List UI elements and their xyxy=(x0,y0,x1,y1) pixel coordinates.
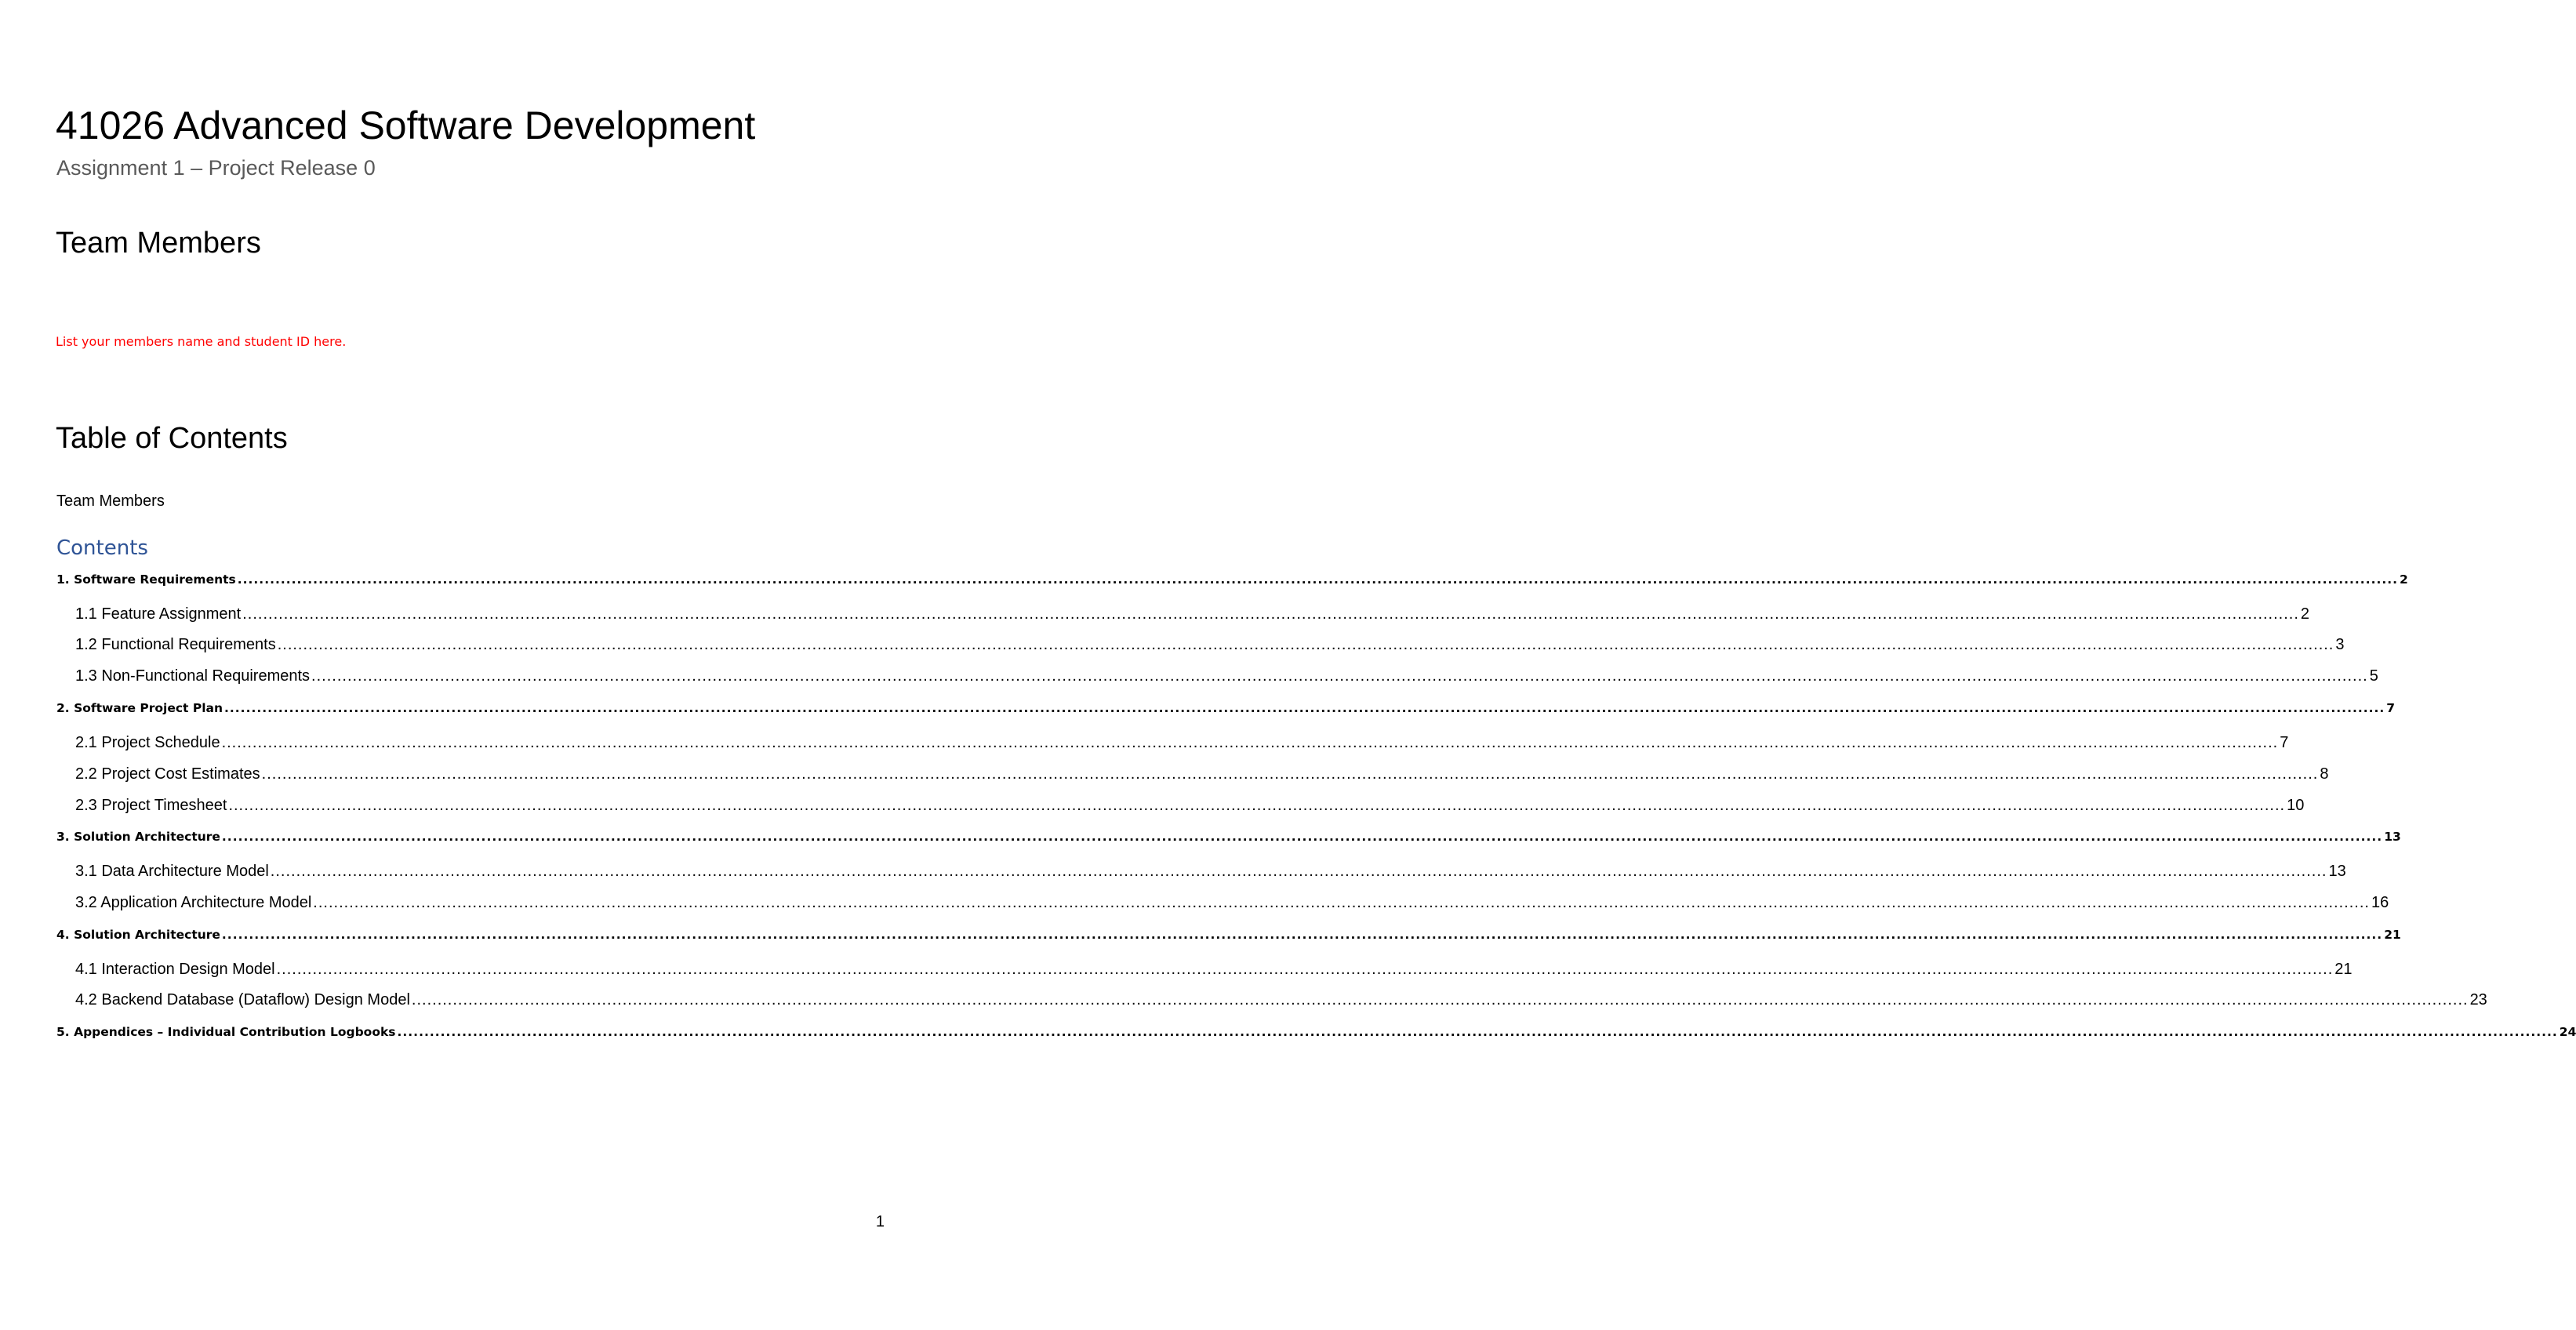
toc-entry[interactable] xyxy=(75,959,2353,979)
toc-entry-page: 2 xyxy=(2400,572,2408,587)
toc-entry-page: 8 xyxy=(2320,765,2329,783)
toc-entry-title: 4. Solution Architecture xyxy=(56,928,220,942)
toc-entry-title: 1.3 Non-Functional Requirements xyxy=(75,667,311,685)
toc-entry-page: 2 xyxy=(2300,605,2310,623)
toc-entry-title: 1. Software Requirements xyxy=(56,572,236,587)
toc-entry[interactable] xyxy=(56,1022,2576,1042)
toc-entry-page: 7 xyxy=(2386,701,2396,715)
team-members-heading: Team Members xyxy=(56,227,261,260)
toc-dot-leader: ................................................................................................................................................................................................................................................................................................................................................................................................................ xyxy=(228,797,2286,814)
toc-entry-page: 21 xyxy=(2334,961,2353,978)
toc-dot-leader: ................................................................................................................................................................................................................................................................................................................................................................................................................ xyxy=(242,605,2299,623)
toc-entry-page: 3 xyxy=(2335,636,2345,653)
toc-dot-leader: ................................................................................................................................................................................................................................................................................................................................................................................................................ xyxy=(261,765,2319,783)
toc-entry[interactable] xyxy=(75,795,2305,816)
toc-entry[interactable] xyxy=(56,569,2408,590)
toc-entry[interactable] xyxy=(75,604,2310,624)
toc-dot-leader: ................................................................................................................................................................................................................................................................................................................................................................................................................ xyxy=(237,572,2399,587)
toc-entry-title: 2.2 Project Cost Estimates xyxy=(75,765,260,783)
table-of-contents-heading: Table of Contents xyxy=(56,422,288,455)
contents-heading: Contents xyxy=(56,536,148,560)
toc-entry[interactable] xyxy=(56,698,2396,718)
toc-team-members-entry[interactable]: Team Members xyxy=(56,492,165,510)
toc-entry-page: 16 xyxy=(2371,894,2389,911)
toc-dot-leader: ................................................................................................................................................................................................................................................................................................................................................................................................................ xyxy=(311,667,2368,685)
toc-entry-title: 2. Software Project Plan xyxy=(56,701,223,715)
toc-entry[interactable] xyxy=(75,892,2389,913)
toc-entry[interactable] xyxy=(75,634,2345,655)
toc-entry-title: 2.3 Project Timesheet xyxy=(75,797,227,814)
toc-entry-page: 7 xyxy=(2280,734,2289,751)
toc-entry-title: 4.2 Backend Database (Dataflow) Design Model xyxy=(75,991,410,1008)
toc-entry-page: 13 xyxy=(2328,863,2346,880)
team-members-note: List your members name and student ID here. xyxy=(56,334,347,349)
toc-entry-page: 23 xyxy=(2469,991,2487,1008)
toc-entry-title: 2.1 Project Schedule xyxy=(75,734,220,751)
toc-dot-leader: ................................................................................................................................................................................................................................................................................................................................................................................................................ xyxy=(221,830,2383,844)
toc-entry-title: 3.2 Application Architecture Model xyxy=(75,894,312,911)
toc-entry[interactable] xyxy=(75,666,2378,686)
toc-entry[interactable] xyxy=(75,990,2487,1010)
toc-entry-title: 1.2 Functional Requirements xyxy=(75,636,276,653)
toc-dot-leader: ................................................................................................................................................................................................................................................................................................................................................................................................................ xyxy=(313,894,2370,911)
toc-entry-page: 13 xyxy=(2384,830,2401,844)
toc-entry[interactable] xyxy=(75,732,2289,753)
toc-dot-leader: ................................................................................................................................................................................................................................................................................................................................................................................................................ xyxy=(276,961,2334,978)
toc-entry-title: 1.1 Feature Assignment xyxy=(75,605,242,623)
toc-dot-leader: ................................................................................................................................................................................................................................................................................................................................................................................................................ xyxy=(411,991,2469,1008)
toc-entry-title: 4.1 Interaction Design Model xyxy=(75,961,275,978)
toc-entry[interactable] xyxy=(75,861,2346,881)
toc-entry-title: 3. Solution Architecture xyxy=(56,830,220,844)
toc-entry-page: 5 xyxy=(2369,667,2378,685)
toc-entry[interactable] xyxy=(56,925,2401,945)
toc-dot-leader: ................................................................................................................................................................................................................................................................................................................................................................................................................ xyxy=(277,636,2334,653)
toc-entry-page: 10 xyxy=(2287,797,2305,814)
toc-entry-title: 3.1 Data Architecture Model xyxy=(75,863,269,880)
toc-entry-title: 5. Appendices – Individual Contribution Logbooks xyxy=(56,1025,396,1039)
toc-dot-leader: ................................................................................................................................................................................................................................................................................................................................................................................................................ xyxy=(221,734,2279,751)
document-subtitle: Assignment 1 – Project Release 0 xyxy=(56,156,376,180)
toc-dot-leader: ................................................................................................................................................................................................................................................................................................................................................................................................................ xyxy=(224,701,2385,715)
toc-entry[interactable] xyxy=(75,764,2329,784)
toc-dot-leader: ................................................................................................................................................................................................................................................................................................................................................................................................................ xyxy=(221,928,2383,942)
toc-dot-leader: ................................................................................................................................................................................................................................................................................................................................................................................................................ xyxy=(270,863,2327,880)
toc-entry[interactable] xyxy=(56,827,2401,847)
page-number: 1 xyxy=(875,1213,885,1230)
toc-entry-page: 21 xyxy=(2384,928,2401,942)
toc-entry-page: 24 xyxy=(2559,1025,2576,1039)
document-title: 41026 Advanced Software Development xyxy=(56,104,756,147)
toc-dot-leader: ................................................................................................................................................................................................................................................................................................................................................................................................................ xyxy=(397,1025,2558,1039)
